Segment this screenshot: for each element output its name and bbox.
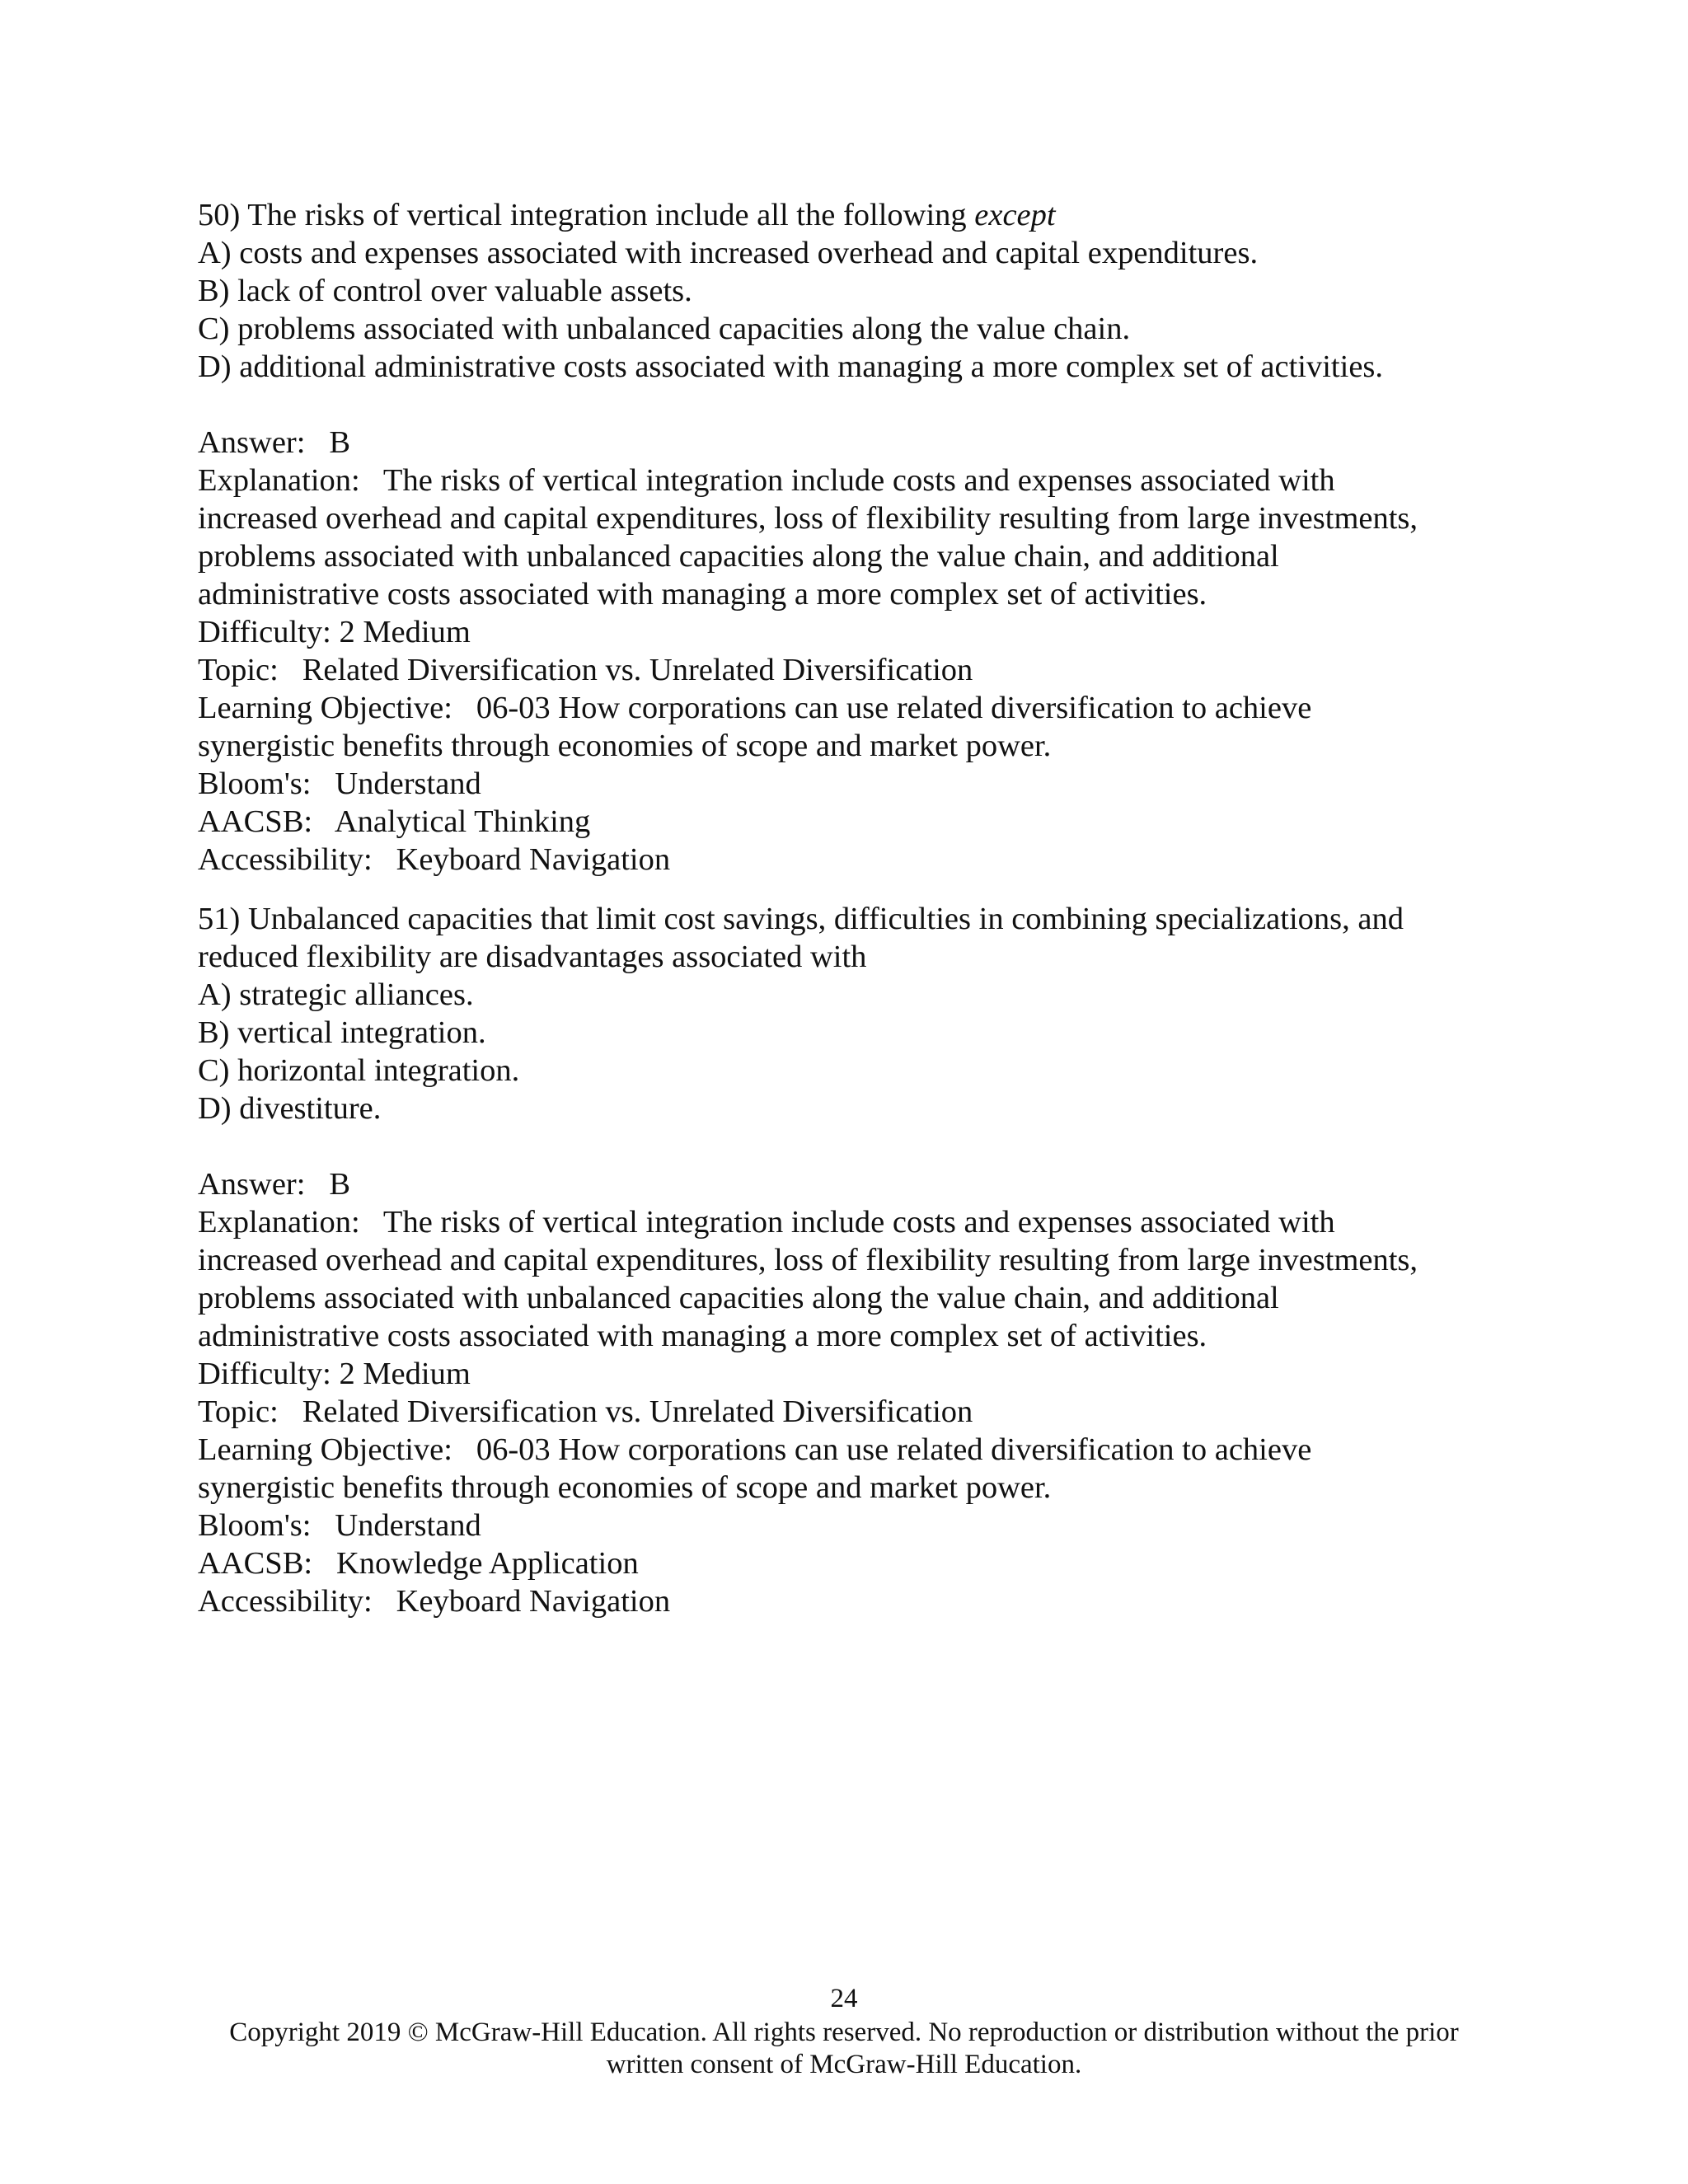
- explanation-line-2: increased overhead and capital expenditures, loss of flexibility resulting from large investments,: [198, 501, 1418, 536]
- question-stem: [198, 196, 1517, 234]
- topic-line: [198, 651, 1517, 689]
- page-content: [198, 196, 1517, 1620]
- accessibility-label: Accessibility:: [198, 1584, 373, 1619]
- explanation-line-3: problems associated with unbalanced capacities along the value chain, and additional: [198, 539, 1279, 574]
- accessibility-value: Keyboard Navigation: [396, 842, 671, 877]
- question-stem-emphasis: except: [974, 198, 1056, 232]
- explanation-text: The risks of vertical integration include costs and expenses associated with: [382, 1205, 1335, 1240]
- topic-label: Topic:: [198, 653, 279, 687]
- answer-line: [198, 424, 1517, 462]
- aacsb-value: Knowledge Application: [335, 1546, 639, 1581]
- topic-line: [198, 1393, 1517, 1431]
- learning-objective-label: Learning Objective:: [198, 691, 452, 725]
- option-a: A) costs and expenses associated with increased overhead and capital expenditures.: [198, 236, 1259, 270]
- difficulty: Difficulty: 2 Medium: [198, 1357, 471, 1391]
- explanation-text: The risks of vertical integration include costs and expenses associated with: [382, 463, 1335, 498]
- accessibility-line: [198, 1582, 1517, 1620]
- question-stem-line-1: 51) Unbalanced capacities that limit cost savings, difficulties in combining specializations, and: [198, 902, 1404, 936]
- blooms-line: [198, 1507, 1517, 1544]
- explanation-line-1: [198, 1203, 1517, 1241]
- question-stem-text: 50) The risks of vertical integration include all the following: [198, 198, 967, 232]
- page-number: 24: [830, 1984, 858, 2013]
- difficulty: Difficulty: 2 Medium: [198, 615, 471, 649]
- learning-objective-line-1: [198, 1431, 1517, 1469]
- option-d: D) divestiture.: [198, 1091, 382, 1126]
- learning-objective-value: 06-03 How corporations can use related diversification to achieve: [476, 1432, 1312, 1467]
- accessibility-line: [198, 841, 1517, 879]
- blooms-value: Understand: [335, 766, 481, 801]
- option-c: C) problems associated with unbalanced capacities along the value chain.: [198, 312, 1131, 346]
- explanation-line-4: administrative costs associated with managing a more complex set of activities.: [198, 1319, 1207, 1353]
- answer-value: B: [329, 425, 351, 460]
- explanation-line-4: administrative costs associated with managing a more complex set of activities.: [198, 577, 1207, 612]
- question-50: [198, 196, 1517, 879]
- answer-label: Answer:: [198, 425, 306, 460]
- aacsb-value: Analytical Thinking: [334, 804, 591, 839]
- explanation-label: Explanation:: [198, 1205, 360, 1240]
- option-b: B) vertical integration.: [198, 1015, 486, 1050]
- explanation-line-2: increased overhead and capital expenditures, loss of flexibility resulting from large investments,: [198, 1243, 1418, 1277]
- learning-objective-line-1: [198, 689, 1517, 727]
- option-b: B) lack of control over valuable assets.: [198, 274, 692, 308]
- answer-line: [198, 1165, 1517, 1203]
- aacsb-line: [198, 803, 1517, 841]
- blooms-label: Bloom's:: [198, 766, 312, 801]
- topic-label: Topic:: [198, 1394, 279, 1429]
- answer-label: Answer:: [198, 1167, 306, 1202]
- topic-value: Related Diversification vs. Unrelated Diversification: [302, 653, 973, 687]
- blooms-value: Understand: [335, 1508, 481, 1543]
- option-a: A) strategic alliances.: [198, 977, 474, 1012]
- aacsb-label: AACSB:: [198, 804, 313, 839]
- option-d: D) additional administrative costs associated with managing a more complex set of activities.: [198, 349, 1384, 384]
- question-stem-line-2: reduced flexibility are disadvantages associated with: [198, 940, 867, 974]
- copyright-line-2: written consent of McGraw-Hill Education.: [606, 2050, 1082, 2079]
- explanation-line-3: problems associated with unbalanced capacities along the value chain, and additional: [198, 1281, 1279, 1315]
- accessibility-label: Accessibility:: [198, 842, 373, 877]
- question-51: [198, 900, 1517, 1620]
- learning-objective-label: Learning Objective:: [198, 1432, 452, 1467]
- option-c: C) horizontal integration.: [198, 1053, 520, 1088]
- topic-value: Related Diversification vs. Unrelated Diversification: [302, 1394, 973, 1429]
- blooms-label: Bloom's:: [198, 1508, 312, 1543]
- learning-objective-value: 06-03 How corporations can use related diversification to achieve: [476, 691, 1312, 725]
- blooms-line: [198, 765, 1517, 803]
- explanation-line-1: [198, 462, 1517, 499]
- learning-objective-line-2: synergistic benefits through economies of scope and market power.: [198, 729, 1052, 763]
- accessibility-value: Keyboard Navigation: [396, 1584, 671, 1619]
- copyright-notice: [0, 2017, 1688, 2081]
- copyright-line-1: Copyright 2019 © McGraw-Hill Education. All rights reserved. No reproduction or distribution without the prior: [229, 2018, 1459, 2047]
- aacsb-label: AACSB:: [198, 1546, 313, 1581]
- answer-value: B: [329, 1167, 351, 1202]
- aacsb-line: [198, 1544, 1517, 1582]
- learning-objective-line-2: synergistic benefits through economies of scope and market power.: [198, 1470, 1052, 1505]
- explanation-label: Explanation:: [198, 463, 360, 498]
